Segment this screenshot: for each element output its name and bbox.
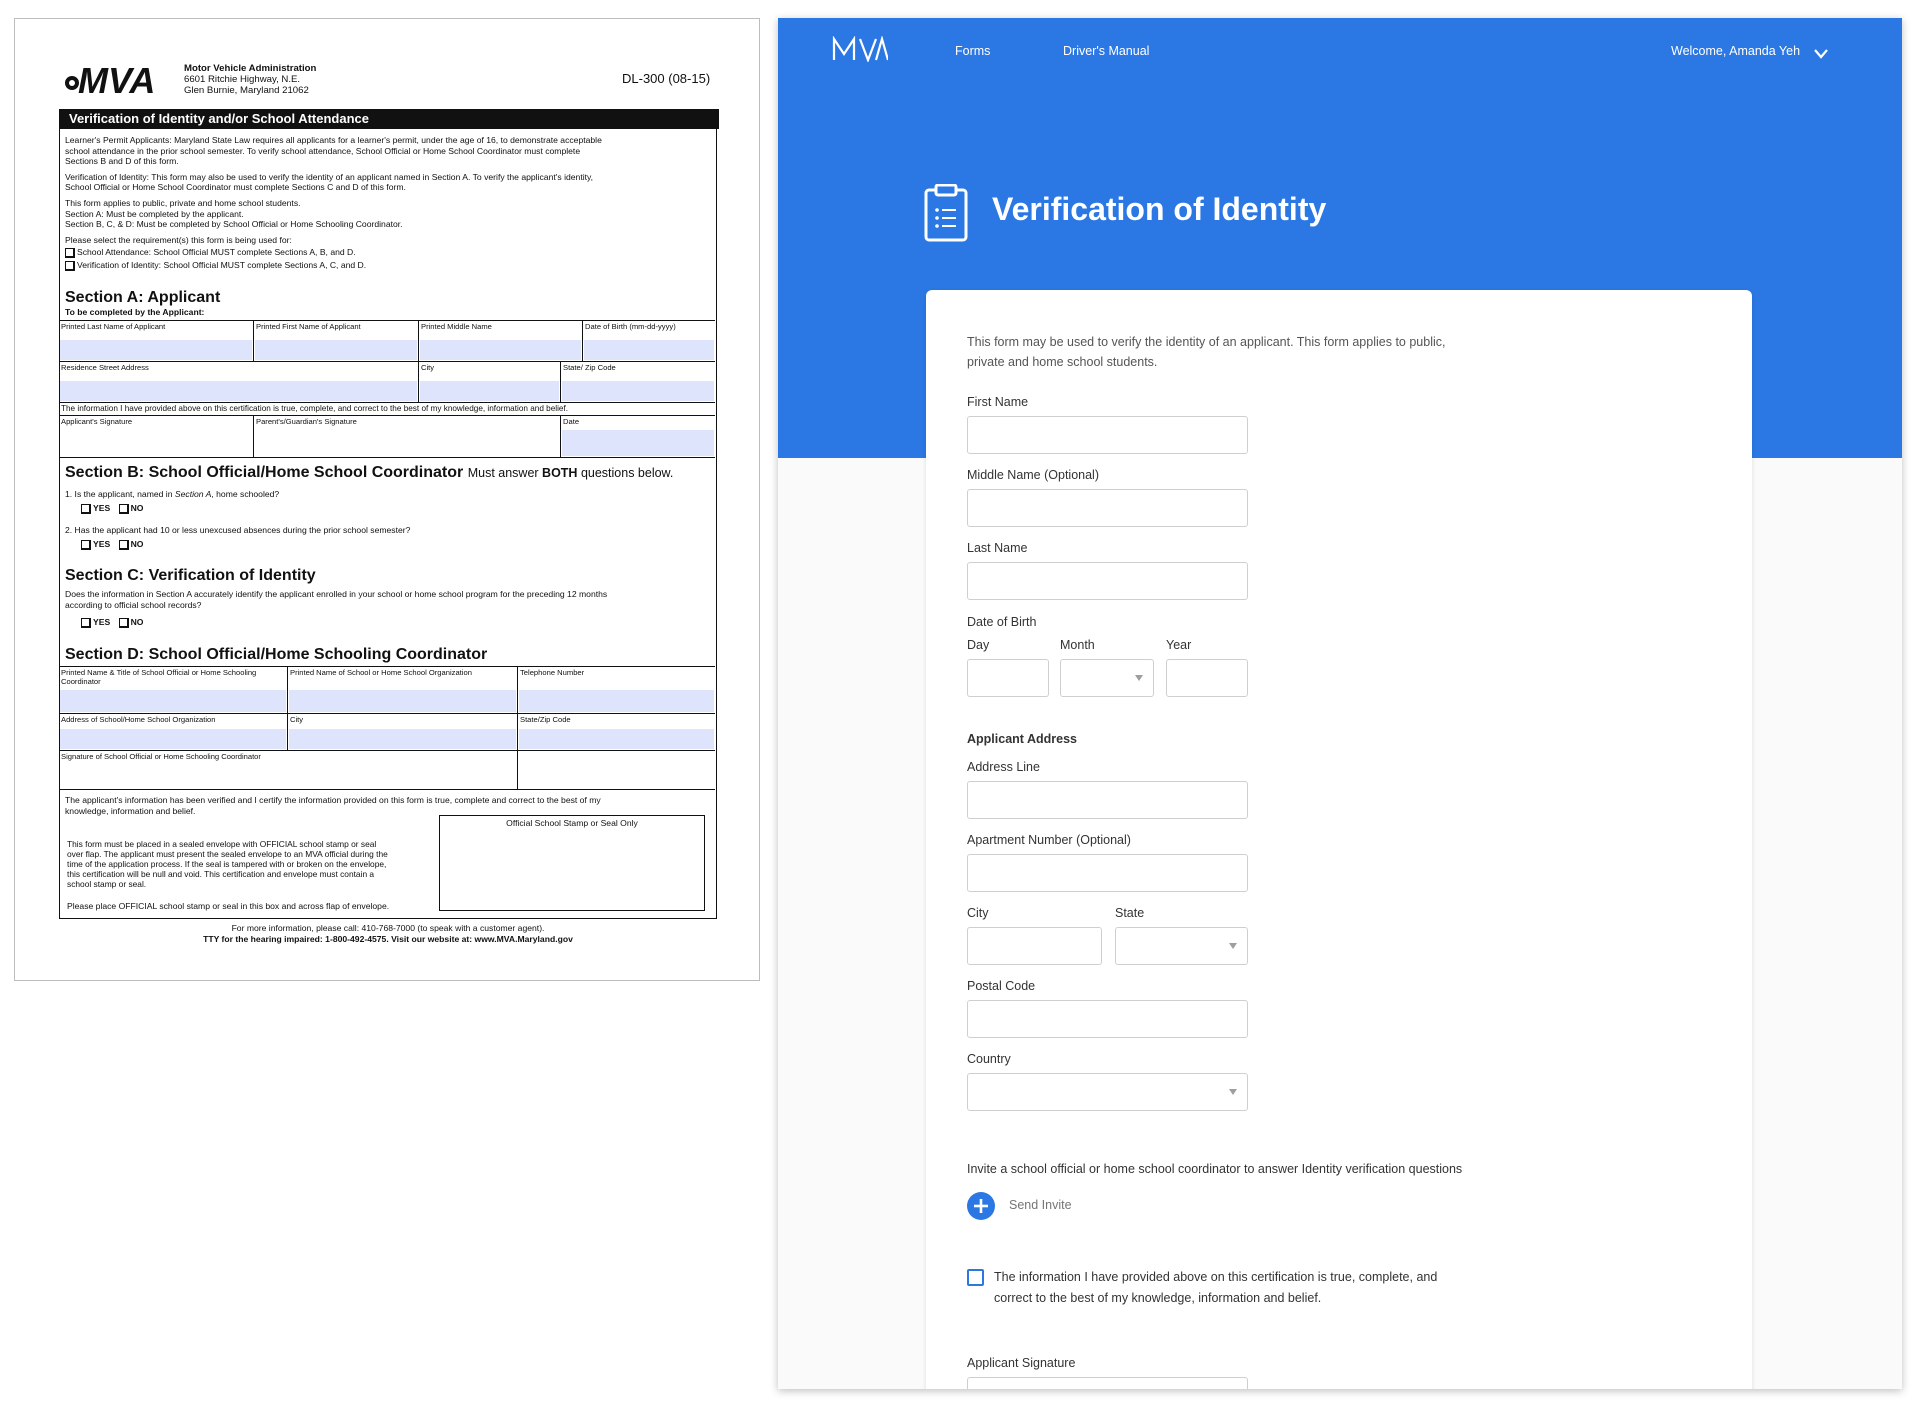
q1-post: , home schooled? — [211, 489, 280, 499]
dob-month-select[interactable] — [1060, 659, 1154, 697]
city-label: City — [967, 906, 989, 920]
address-line-input[interactable] — [967, 781, 1248, 819]
section-d-row-2 — [59, 713, 715, 750]
cert-block — [65, 795, 705, 816]
middle-name-label: Middle Name (Optional) — [967, 468, 1099, 482]
dropdown-caret-icon — [1135, 675, 1143, 681]
intro-line: private and home school students. — [967, 355, 1158, 369]
dob-day-input[interactable] — [967, 659, 1049, 697]
field-fill[interactable] — [289, 729, 516, 749]
section-a-sub: To be completed by the Applicant: — [65, 307, 205, 317]
invite-text: Invite a school official or home school coordinator to answer Identity verification questions — [967, 1162, 1463, 1176]
section-c-q-line: Does the information in Section A accurately identify the applicant enrolled in your school or home school program for the preceding 12 months — [65, 589, 608, 599]
field-label: Printed Last Name of Applicant — [61, 322, 166, 331]
field-label: Parent's/Guardian's Signature — [256, 417, 357, 426]
section-a-cert: The information I have provided above on this certification is true, complete, and correct to the best of my knowledge, information and belief. — [61, 404, 568, 413]
send-invite-button[interactable]: Send Invite — [1009, 1198, 1072, 1212]
section-b-note-post: questions below. — [577, 466, 674, 480]
yes-label: YES — [93, 539, 111, 549]
title-bar — [59, 109, 719, 129]
dob-label: Date of Birth — [967, 615, 1037, 629]
chevron-down-icon[interactable] — [1814, 46, 1828, 64]
section-c-q-line: according to official school records? — [65, 599, 202, 610]
field-label: Printed Name of School or Home School Organization — [290, 668, 472, 677]
section-d-sig-row — [59, 750, 715, 790]
field-label: City — [421, 363, 435, 372]
checkbox-icon[interactable] — [119, 618, 129, 628]
page-title: Verification of Identity — [992, 191, 1327, 227]
envelope-block — [67, 839, 447, 889]
dropdown-caret-icon — [1229, 1089, 1237, 1095]
section-b-note-bold: BOTH — [542, 466, 578, 480]
field-fill[interactable] — [519, 729, 714, 749]
envelope-line: over flap. The applicant must present the sealed envelope to an MVA official during the — [67, 849, 388, 859]
envelope-line: this certification will be null and void. This certification and envelope must contain a — [67, 869, 375, 879]
field-label: State/ Zip Code — [563, 363, 616, 372]
req-school-row — [65, 247, 705, 258]
signature-label: Applicant Signature — [967, 1356, 1076, 1370]
year-label: Year — [1166, 638, 1192, 652]
paper-footer — [59, 923, 717, 944]
checkbox-icon[interactable] — [81, 618, 91, 628]
yes-label: YES — [93, 617, 111, 627]
envelope-line: time of the application process. If the seal is tampered with or broken on the envelope, — [67, 859, 387, 869]
intro-line: Learner's Permit Applicants: Maryland State Law requires all applicants for a learner's permit, under the age of 16, to demonstrate acceptable — [65, 135, 602, 145]
form-card — [926, 290, 1752, 1389]
agency-name: Motor Vehicle Administration — [184, 63, 317, 74]
field-label: Printed First Name of Applicant — [256, 322, 361, 331]
field-label: Date of Birth (mm-dd-yyyy) — [585, 322, 676, 331]
field-label: Applicant's Signature — [61, 417, 133, 426]
field-label: Telephone Number — [520, 668, 585, 677]
card-intro — [967, 332, 1445, 372]
c-answers — [81, 617, 143, 628]
checkbox-icon[interactable] — [81, 504, 91, 514]
checkbox-icon[interactable] — [65, 261, 75, 271]
intro-line: Section A: Must be completed by the applicant. — [65, 208, 244, 219]
section-a-address-row — [59, 361, 715, 402]
intro-line: Please select the requirement(s) this form is being used for: — [65, 234, 292, 245]
req-identity: Verification of Identity: School Official MUST complete Sections A, C, and D. — [77, 260, 367, 271]
req-identity-row — [65, 260, 705, 271]
address-line-label: Address Line — [967, 760, 1040, 774]
certify-line: The information I have provided above on this certification is true, complete, and — [994, 1270, 1438, 1284]
field-fill[interactable] — [562, 430, 714, 456]
cert-line: The applicant's information has been verified and I certify the information provided on this form is true, complete and correct to the best of my — [65, 795, 601, 805]
last-name-label: Last Name — [967, 541, 1028, 555]
section-c-title: Section C: Verification of Identity — [65, 567, 316, 584]
footer-line: TTY for the hearing impaired: 1-800-492-4575. Visit our website at: www.MVA.Maryland.gov — [203, 933, 573, 944]
intro-line: school attendance in the prior school semester. To verify school attendance, School Official or Home School Coordinator must complete — [65, 145, 581, 156]
apartment-input[interactable] — [967, 854, 1248, 892]
nav-drivers-manual[interactable]: Driver's Manual — [1063, 44, 1150, 58]
no-label: NO — [130, 503, 144, 513]
section-b-q1 — [65, 489, 279, 500]
q2-answers — [81, 539, 143, 550]
stamp-box[interactable] — [439, 815, 705, 911]
field-fill[interactable] — [60, 340, 252, 360]
first-name-input[interactable] — [967, 416, 1248, 454]
section-a-name-row — [59, 320, 715, 361]
certify-checkbox[interactable] — [967, 1269, 984, 1286]
field-fill[interactable] — [420, 381, 559, 401]
field-fill[interactable] — [60, 381, 417, 401]
checkbox-icon[interactable] — [65, 248, 75, 258]
envelope-line: This form must be placed in a sealed envelope with OFFICIAL school stamp or seal — [67, 839, 377, 849]
certify-line: correct to the best of my knowledge, information and belief. — [994, 1291, 1322, 1305]
app-logo[interactable] — [832, 36, 888, 67]
field-label: Signature of School Official or Home Schooling Coordinator — [61, 752, 261, 761]
intro-line: Sections B and D of this form. — [65, 156, 179, 167]
no-label: NO — [130, 539, 144, 549]
postal-label: Postal Code — [967, 979, 1036, 993]
country-select[interactable] — [967, 1073, 1248, 1111]
q1-pre: 1. Is the applicant, named in — [65, 489, 175, 499]
mva-logo-icon — [832, 36, 888, 62]
section-b-title: Section B: School Official/Home School Coordinator — [65, 464, 464, 481]
section-b-q2: 2. Has the applicant had 10 or less unexcused absences during the prior school semester? — [65, 525, 411, 535]
field-fill[interactable] — [255, 340, 417, 360]
web-app — [778, 18, 1902, 1389]
dropdown-caret-icon — [1229, 943, 1237, 949]
field-fill[interactable] — [562, 381, 714, 401]
dob-year-input[interactable] — [1166, 659, 1248, 697]
section-c-question — [65, 589, 607, 610]
stamp-note: Please place OFFICIAL school stamp or seal in this box and across flap of envelope. — [67, 901, 390, 911]
agency-address-1: 6601 Ritchie Highway, N.E. — [184, 74, 301, 85]
field-label: Printed Middle Name — [421, 322, 492, 331]
intro-line: Section B, C, & D: Must be completed by School Official or Home Schooling Coordinator. — [65, 219, 403, 230]
checkbox-icon[interactable] — [119, 504, 129, 514]
title-bar-text: Verification of Identity and/or School Attendance — [69, 111, 369, 126]
q1-em: Section A — [174, 489, 212, 499]
clipboard-icon — [924, 184, 968, 247]
state-select[interactable] — [1115, 927, 1248, 965]
q1-answers — [81, 503, 143, 514]
field-fill[interactable] — [60, 729, 286, 749]
mva-logo-mark — [60, 59, 195, 99]
form-code: DL-300 (08-15) — [622, 71, 711, 86]
stamp-box-label: Official School Stamp or Seal Only — [506, 818, 638, 828]
intro-line: This form applies to public, private and home school students. — [65, 197, 301, 208]
field-fill[interactable] — [584, 340, 714, 360]
field-fill[interactable] — [60, 690, 286, 712]
section-d-title: Section D: School Official/Home Schooling Coordinator — [65, 646, 488, 663]
checkbox-icon[interactable] — [119, 540, 129, 550]
section-a-cert-row — [59, 402, 715, 415]
field-label: Residence Street Address — [61, 363, 149, 372]
signature-input[interactable] — [967, 1377, 1248, 1389]
mva-logo — [60, 59, 195, 99]
field-label: State/Zip Code — [520, 715, 571, 724]
field-label: Date — [563, 417, 580, 426]
envelope-line: school stamp or seal. — [67, 879, 147, 889]
first-name-label: First Name — [967, 395, 1029, 409]
city-input[interactable] — [967, 927, 1102, 965]
field-fill[interactable] — [519, 690, 714, 712]
no-label: NO — [130, 617, 144, 627]
paper-form — [14, 18, 760, 981]
nav-forms[interactable]: Forms — [955, 44, 991, 58]
state-label: State — [1115, 906, 1145, 920]
yes-label: YES — [93, 503, 111, 513]
intro-line: School Official or Home School Coordinator must complete Sections C and D of this form. — [65, 182, 406, 193]
field-fill[interactable] — [289, 690, 516, 712]
section-b-note-pre: Must answer — [467, 466, 543, 480]
address-heading: Applicant Address — [967, 732, 1077, 746]
section-d-row-1 — [59, 666, 715, 713]
certify-text — [994, 1267, 1437, 1309]
field-fill[interactable] — [420, 340, 581, 360]
intro-block — [65, 135, 705, 271]
welcome-user[interactable]: Welcome, Amanda Yeh — [1671, 44, 1801, 58]
field-label: City — [290, 715, 304, 724]
cert-line: knowledge, information and belief. — [65, 805, 196, 816]
checkbox-icon[interactable] — [81, 540, 91, 550]
middle-name-input[interactable] — [967, 489, 1248, 527]
agency-address-2: Glen Burnie, Maryland 21062 — [184, 85, 309, 96]
agency-block — [184, 63, 316, 96]
postal-input[interactable] — [967, 1000, 1248, 1038]
req-school: School Attendance: School Official MUST complete Sections A, B, and D. — [77, 247, 356, 258]
add-invite-icon[interactable] — [967, 1192, 995, 1220]
intro-line: This form may be used to verify the identity of an applicant. This form applies to public, — [967, 335, 1446, 349]
section-a-title: Section A: Applicant — [65, 289, 221, 306]
month-label: Month — [1060, 638, 1095, 652]
section-b-header — [65, 464, 673, 482]
footer-line: For more information, please call: 410-768-7000 (to speak with a customer agent). — [231, 923, 545, 933]
day-label: Day — [967, 638, 990, 652]
field-label: Address of School/Home School Organization — [61, 715, 216, 724]
mva-logo-text: MVA — [78, 60, 156, 99]
last-name-input[interactable] — [967, 562, 1248, 600]
field-label: Printed Name & Title of School Official or Home Schooling Coordinator — [61, 668, 257, 686]
intro-line: Verification of Identity: This form may also be used to verify the identity of an applicant named in Section A. To verify the applicant's identity, — [65, 171, 594, 182]
section-a-sig-row — [59, 415, 715, 458]
apartment-label: Apartment Number (Optional) — [967, 833, 1131, 847]
country-label: Country — [967, 1052, 1011, 1066]
